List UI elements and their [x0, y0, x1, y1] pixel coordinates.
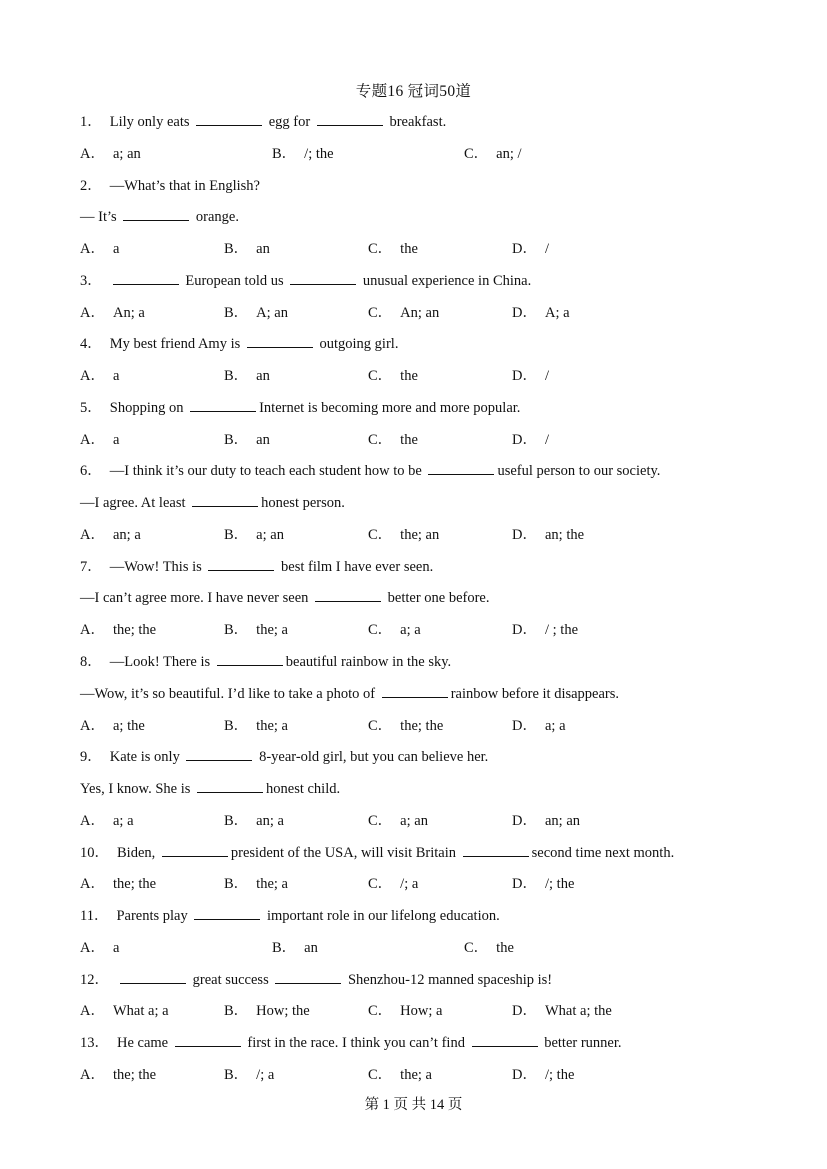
question-line [80, 107, 760, 139]
option-a [80, 615, 224, 647]
option-text: a; a [544, 717, 566, 734]
document-title: 专题16 冠词50道 [355, 83, 472, 100]
option-a [80, 520, 224, 552]
question-line [80, 742, 760, 774]
question-number: 12． [80, 971, 109, 988]
question-text: beautiful rainbow in the sky. [285, 654, 452, 671]
question-text: Shopping on [109, 399, 188, 416]
option-letter: D． [512, 812, 537, 829]
answer-blank [162, 844, 228, 857]
answer-blank [194, 907, 260, 920]
question-text: —Wow! This is [109, 558, 206, 575]
option-text: / [544, 431, 550, 448]
option-a [80, 139, 272, 171]
option-text: a [112, 431, 120, 448]
answer-blank [120, 971, 186, 984]
option-letter: B． [224, 304, 249, 321]
option-letter: B． [224, 241, 249, 258]
question-text: 8-year-old girl, but you can believe her. [255, 749, 489, 766]
question-line [80, 488, 760, 520]
option-letter: D． [512, 622, 537, 639]
option-b [224, 425, 368, 457]
option-letter: B． [224, 717, 249, 734]
option-text: An; an [400, 304, 440, 321]
option-d [512, 520, 656, 552]
option-letter: D． [512, 876, 537, 893]
option-c [368, 234, 512, 266]
option-text: / [544, 368, 550, 385]
question-10 [80, 838, 760, 902]
option-letter: D． [512, 304, 537, 321]
question-number: 7． [80, 558, 102, 575]
answer-blank [317, 113, 383, 126]
answer-blank [428, 462, 494, 475]
option-d [512, 869, 656, 901]
question-line [80, 171, 760, 203]
question-text: better one before. [384, 590, 490, 607]
question-text: He came [117, 1035, 172, 1052]
option-a [80, 1060, 224, 1092]
option-letter: A． [80, 526, 105, 543]
question-list [80, 107, 760, 1092]
question-text: best film I have ever seen. [277, 558, 434, 575]
option-text: the [400, 241, 418, 258]
answer-blank [186, 748, 252, 761]
answer-blank [175, 1034, 241, 1047]
question-text: European told us [181, 272, 288, 289]
question-text: —I think it’s our duty to teach each student how to be [109, 463, 426, 480]
question-text: useful person to our society. [497, 463, 661, 480]
question-13 [80, 1028, 760, 1092]
answer-blank [463, 844, 529, 857]
option-d [512, 234, 656, 266]
option-b [224, 869, 368, 901]
options-row [80, 520, 760, 552]
options-row [80, 615, 760, 647]
question-2 [80, 171, 760, 266]
option-letter: A． [80, 145, 105, 162]
option-d [512, 298, 656, 330]
question-text: honest person. [261, 495, 345, 512]
option-text: What a; the [544, 1003, 612, 1020]
question-text: breakfast. [385, 114, 447, 130]
option-text: a; an [112, 145, 141, 162]
option-c [464, 139, 656, 171]
question-text: important role in our lifelong education. [263, 908, 500, 925]
option-a [80, 234, 224, 266]
options-row [80, 1060, 760, 1092]
option-text: a; the [112, 717, 145, 734]
question-text: —Wow, it’s so beautiful. I’d like to take a photo of [80, 685, 379, 702]
answer-blank [472, 1034, 538, 1047]
question-text: Parents play [116, 908, 192, 925]
option-d [512, 711, 656, 743]
option-b [272, 933, 464, 965]
option-letter: A． [80, 368, 105, 385]
option-text: a; a [400, 622, 421, 639]
question-text: Biden, [117, 844, 159, 861]
question-line [80, 838, 760, 870]
options-row [80, 234, 760, 266]
option-letter: C． [368, 304, 393, 321]
question-number: 2． [80, 177, 102, 194]
option-c [368, 806, 512, 838]
answer-blank [208, 558, 274, 571]
question-line [80, 679, 760, 711]
option-text: the; an [400, 526, 440, 543]
question-text: —I agree. At least [80, 495, 190, 512]
question-line [80, 266, 760, 298]
question-line [80, 774, 760, 806]
question-5 [80, 393, 760, 457]
question-text: rainbow before it disappears. [450, 685, 620, 702]
option-text: the; a [256, 717, 288, 734]
answer-blank [290, 272, 356, 285]
answer-blank [197, 780, 263, 793]
answer-blank [247, 335, 313, 348]
question-6 [80, 456, 760, 551]
question-text: president of the USA, will visit Britain [230, 844, 460, 861]
option-b [224, 615, 368, 647]
option-letter: C． [368, 241, 393, 258]
options-row [80, 361, 760, 393]
question-4 [80, 329, 760, 393]
question-11 [80, 901, 760, 965]
option-text: / [544, 241, 550, 258]
option-text: the [400, 431, 418, 448]
option-text: a [112, 368, 120, 385]
option-letter: A． [80, 939, 105, 956]
option-text: an; / [496, 145, 522, 162]
answer-blank [275, 971, 341, 984]
options-row [80, 933, 760, 965]
option-letter: B． [224, 622, 249, 639]
option-text: the; the [112, 1066, 157, 1083]
option-text: an [256, 241, 270, 258]
option-a [80, 425, 224, 457]
option-a [80, 298, 224, 330]
option-text: How; a [400, 1003, 443, 1020]
option-letter: C． [368, 717, 393, 734]
option-letter: C． [368, 526, 393, 543]
option-letter: A． [80, 717, 105, 734]
options-row [80, 869, 760, 901]
option-text: the; a [256, 622, 288, 639]
question-line [80, 901, 760, 933]
option-d [512, 996, 656, 1028]
question-number: 3． [80, 272, 102, 289]
option-c [368, 711, 512, 743]
option-letter: D． [512, 717, 537, 734]
option-text: A; a [544, 304, 570, 321]
question-number: 9． [80, 749, 102, 766]
question-text: —Look! There is [109, 654, 214, 671]
question-text: orange. [192, 209, 239, 226]
question-line [80, 329, 760, 361]
option-a [80, 996, 224, 1028]
question-text: Internet is becoming more and more popular. [259, 399, 521, 416]
option-letter: B． [224, 368, 249, 385]
option-letter: B． [224, 1066, 249, 1083]
answer-blank [315, 589, 381, 602]
option-a [80, 933, 272, 965]
question-3 [80, 266, 760, 330]
option-text: /; the [304, 145, 334, 162]
option-text: a [112, 241, 120, 258]
option-letter: C． [368, 1066, 393, 1083]
options-row [80, 298, 760, 330]
options-row [80, 425, 760, 457]
question-line [80, 647, 760, 679]
option-letter: D． [512, 1003, 537, 1020]
option-c [368, 615, 512, 647]
option-text: a; an [256, 526, 284, 543]
option-text: A; an [256, 304, 288, 321]
question-line [80, 393, 760, 425]
question-text: second time next month. [531, 844, 675, 861]
question-number: 4． [80, 336, 102, 353]
option-text: an; a [112, 526, 141, 543]
option-text: the [496, 939, 514, 956]
option-text: an; a [256, 812, 284, 829]
option-b [224, 520, 368, 552]
option-letter: A． [80, 431, 105, 448]
option-text: the; the [112, 622, 157, 639]
question-line [80, 456, 760, 488]
option-d [512, 1060, 656, 1092]
question-number: 10． [80, 844, 109, 861]
option-b [224, 234, 368, 266]
answer-blank [192, 494, 258, 507]
option-letter: C． [464, 939, 489, 956]
option-text: the; the [112, 876, 157, 893]
option-letter: C． [368, 431, 393, 448]
question-text: Lily only eats [109, 114, 194, 130]
question-text: Kate is only [109, 749, 184, 766]
option-letter: A． [80, 304, 105, 321]
option-a [80, 806, 224, 838]
option-letter: B． [272, 145, 297, 162]
option-d [512, 361, 656, 393]
question-number: 13． [80, 1035, 109, 1052]
option-d [512, 425, 656, 457]
question-line [80, 202, 760, 234]
option-c [368, 361, 512, 393]
option-text: /; the [544, 876, 575, 893]
question-number: 1． [80, 114, 102, 130]
option-b [224, 806, 368, 838]
answer-blank [123, 208, 189, 221]
option-letter: D． [512, 368, 537, 385]
option-d [512, 806, 656, 838]
question-text: My best friend Amy is [109, 336, 244, 353]
option-text: an [256, 368, 270, 385]
option-text: What a; a [112, 1003, 169, 1020]
option-c [368, 425, 512, 457]
question-text: Shenzhou-12 manned spaceship is! [344, 971, 553, 988]
question-text: better runner. [540, 1035, 622, 1052]
question-text: — It’s [80, 209, 121, 226]
option-letter: A． [80, 241, 105, 258]
option-d [512, 615, 656, 647]
options-row [80, 711, 760, 743]
question-text: first in the race. I think you can’t find [243, 1035, 469, 1052]
option-c [368, 298, 512, 330]
option-letter: C． [464, 145, 489, 162]
option-c [368, 869, 512, 901]
option-letter: C． [368, 812, 393, 829]
option-letter: B． [224, 431, 249, 448]
option-text: an; an [544, 812, 581, 829]
option-b [224, 1060, 368, 1092]
option-text: the; the [400, 717, 444, 734]
option-text: the; a [400, 1066, 432, 1083]
question-text: great success [189, 971, 273, 988]
answer-blank [196, 113, 262, 126]
question-text: honest child. [266, 781, 341, 798]
option-b [224, 711, 368, 743]
option-a [80, 711, 224, 743]
option-letter: A． [80, 812, 105, 829]
question-text: egg for [265, 114, 314, 130]
option-letter: D． [512, 1066, 537, 1083]
question-number: 8． [80, 654, 102, 671]
options-row [80, 806, 760, 838]
question-number: 11． [80, 908, 109, 925]
option-letter: B． [224, 526, 249, 543]
option-text: a; an [400, 812, 428, 829]
option-text: a [112, 939, 120, 956]
option-a [80, 361, 224, 393]
option-letter: A． [80, 1003, 105, 1020]
option-text: /; a [256, 1066, 275, 1083]
option-letter: A． [80, 1066, 105, 1083]
option-text: An; a [112, 304, 145, 321]
question-line [80, 965, 760, 997]
option-b [272, 139, 464, 171]
option-letter: D． [512, 526, 537, 543]
options-row [80, 996, 760, 1028]
option-text: an [256, 431, 270, 448]
question-number: 6． [80, 463, 102, 480]
option-text: /; a [400, 876, 419, 893]
option-letter: B． [224, 1003, 249, 1020]
answer-blank [382, 685, 448, 698]
option-text: an; the [544, 526, 585, 543]
option-c [368, 520, 512, 552]
option-text: an [304, 939, 318, 956]
answer-blank [190, 399, 256, 412]
option-c [464, 933, 656, 965]
option-letter: C． [368, 876, 393, 893]
option-letter: D． [512, 241, 537, 258]
question-text: —I can’t agree more. I have never seen [80, 590, 313, 607]
option-letter: A． [80, 876, 105, 893]
option-c [368, 996, 512, 1028]
question-9 [80, 742, 760, 837]
option-letter: C． [368, 1003, 393, 1020]
option-letter: B． [272, 939, 297, 956]
option-text: the; a [256, 876, 288, 893]
options-row [80, 139, 760, 171]
option-letter: B． [224, 876, 249, 893]
option-letter: C． [368, 622, 393, 639]
option-text: / ; the [544, 622, 579, 639]
option-text: How; the [256, 1003, 310, 1020]
option-b [224, 996, 368, 1028]
option-b [224, 361, 368, 393]
option-letter: C． [368, 368, 393, 385]
question-number: 5． [80, 399, 102, 416]
option-letter: D． [512, 431, 537, 448]
option-letter: B． [224, 812, 249, 829]
option-letter: A． [80, 622, 105, 639]
question-line [80, 552, 760, 584]
question-text: outgoing girl. [315, 336, 399, 353]
option-text: a; a [112, 812, 134, 829]
question-text: —What’s that in English? [109, 177, 260, 194]
question-text: Yes, I know. She is [80, 781, 195, 798]
option-a [80, 869, 224, 901]
question-1 [80, 107, 760, 171]
question-12 [80, 965, 760, 1029]
question-text: unusual experience in China. [359, 272, 532, 289]
option-text: /; the [544, 1066, 575, 1083]
option-c [368, 1060, 512, 1092]
option-text: the [400, 368, 418, 385]
page-footer: 第 1 页 共 14 页 [364, 1097, 463, 1113]
option-b [224, 298, 368, 330]
answer-blank [113, 272, 179, 285]
question-line [80, 583, 760, 615]
answer-blank [217, 653, 283, 666]
question-8 [80, 647, 760, 742]
question-line [80, 1028, 760, 1060]
question-7 [80, 552, 760, 647]
